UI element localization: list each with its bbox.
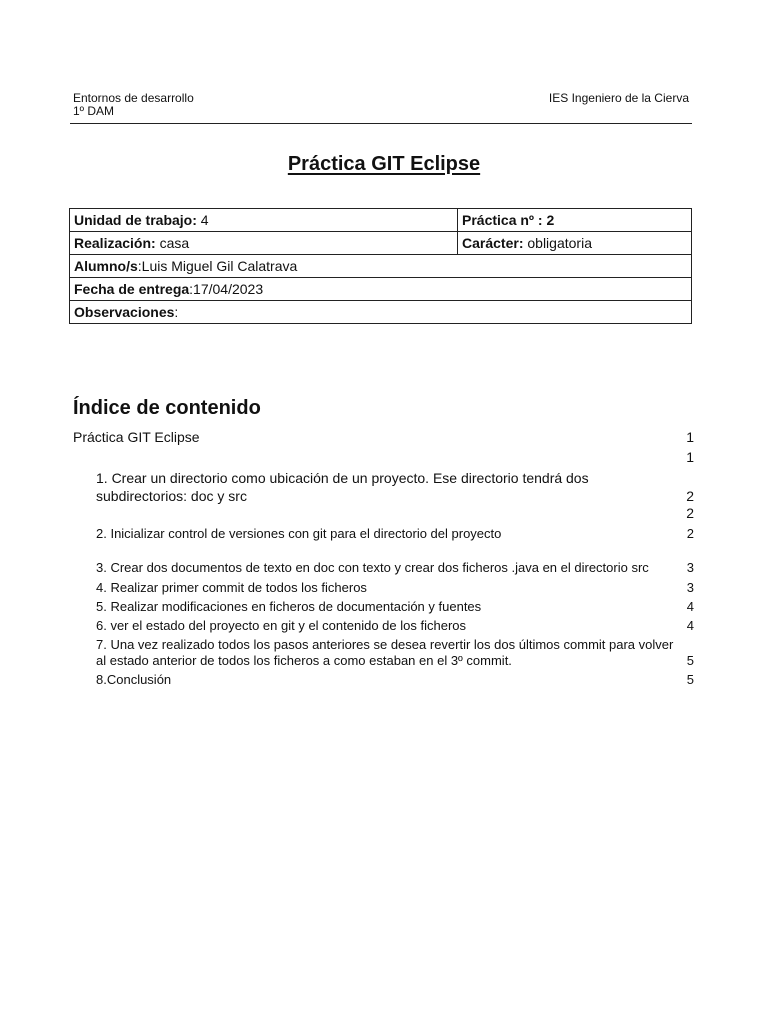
toc-entry-page: 3 — [686, 580, 694, 595]
table-row — [70, 255, 692, 278]
caracter-value: obligatoria — [523, 235, 592, 251]
realizacion-value: casa — [155, 235, 190, 251]
practica-label: Práctica nº : 2 — [462, 212, 555, 228]
header-institution: IES Ingeniero de la Cierva — [548, 91, 689, 105]
cell-caracter — [458, 232, 692, 255]
toc-entry[interactable] — [73, 542, 694, 576]
header-course: 1º DAM — [73, 104, 115, 118]
toc-entry-text: 2. Inicializar control de versiones con git para el directorio del proyecto — [96, 526, 502, 541]
toc-entry-page: 5 — [686, 672, 694, 687]
cell-alumno — [70, 255, 692, 278]
toc-entry-page: 2 — [686, 505, 694, 521]
fecha-label: Fecha de entrega — [74, 281, 190, 297]
toc-entry[interactable] — [73, 576, 694, 596]
cell-realizacion — [70, 232, 458, 255]
toc-entry-text: Práctica GIT Eclipse — [73, 429, 200, 445]
toc-entry[interactable] — [73, 522, 694, 542]
cell-practica — [458, 209, 692, 232]
info-table — [69, 208, 692, 324]
header-divider — [70, 123, 692, 124]
toc-entry[interactable] — [73, 615, 694, 634]
toc-entry-page: 1 — [686, 449, 694, 465]
toc-entry-page: 4 — [686, 618, 694, 633]
unidad-label: Unidad de trabajo: — [74, 212, 197, 228]
toc-entry[interactable] — [73, 466, 694, 505]
header-subject: Entornos de desarrollo — [73, 91, 194, 105]
toc-entry[interactable] — [73, 596, 694, 615]
toc-entry-page: 5 — [686, 653, 694, 668]
cell-fecha — [70, 278, 692, 301]
toc-entry-text: 5. Realizar modificaciones en ficheros de documentación y fuentes — [96, 599, 482, 614]
alumno-label: Alumno/s — [74, 258, 138, 274]
observaciones-value: : — [174, 304, 179, 320]
toc-entry[interactable] — [73, 505, 694, 522]
alumno-value: :Luis Miguel Gil Calatrava — [137, 258, 298, 274]
table-of-contents — [73, 427, 694, 688]
toc-entry-text: 3. Crear dos documentos de texto en doc con texto y crear dos ficheros .java en el directorio src — [96, 560, 649, 575]
fecha-value: :17/04/2023 — [189, 281, 264, 297]
toc-entry[interactable] — [73, 446, 694, 466]
toc-entry[interactable] — [73, 634, 694, 669]
toc-entry-text: 4. Realizar primer commit de todos los ficheros — [96, 580, 367, 595]
toc-entry-page: 2 — [686, 488, 694, 504]
toc-entry-page: 3 — [686, 560, 694, 575]
toc-entry-page: 4 — [686, 599, 694, 614]
toc-entry-text: 8.Conclusión — [96, 672, 172, 687]
table-row — [70, 232, 692, 255]
toc-entry-text: 1. Crear un directorio como ubicación de un proyecto. Ese directorio tendrá dos subdirectorios: doc y src — [96, 470, 589, 504]
cell-observaciones — [70, 301, 692, 324]
toc-entry[interactable] — [73, 669, 694, 688]
toc-entry-text: 7. Una vez realizado todos los pasos anteriores se desea revertir los dos últimos commit para volver al estado anterior de todos los ficheros a como estaban en el 3º commit. — [96, 637, 674, 668]
table-row — [70, 278, 692, 301]
caracter-label: Carácter: — [462, 235, 524, 251]
header-left — [73, 92, 194, 118]
document-title: Práctica GIT Eclipse — [287, 153, 481, 175]
table-row — [70, 301, 692, 324]
table-row — [70, 209, 692, 232]
realizacion-label: Realización: — [74, 235, 156, 251]
toc-heading: Índice de contenido — [73, 397, 261, 419]
cell-unidad — [70, 209, 458, 232]
unidad-value: 4 — [196, 212, 209, 228]
toc-entry-page: 1 — [686, 429, 694, 445]
toc-entry[interactable] — [73, 427, 694, 446]
observaciones-label: Observaciones — [74, 304, 175, 320]
toc-entry-page: 2 — [686, 526, 694, 541]
toc-entry-text: 6. ver el estado del proyecto en git y el contenido de los ficheros — [96, 618, 466, 633]
